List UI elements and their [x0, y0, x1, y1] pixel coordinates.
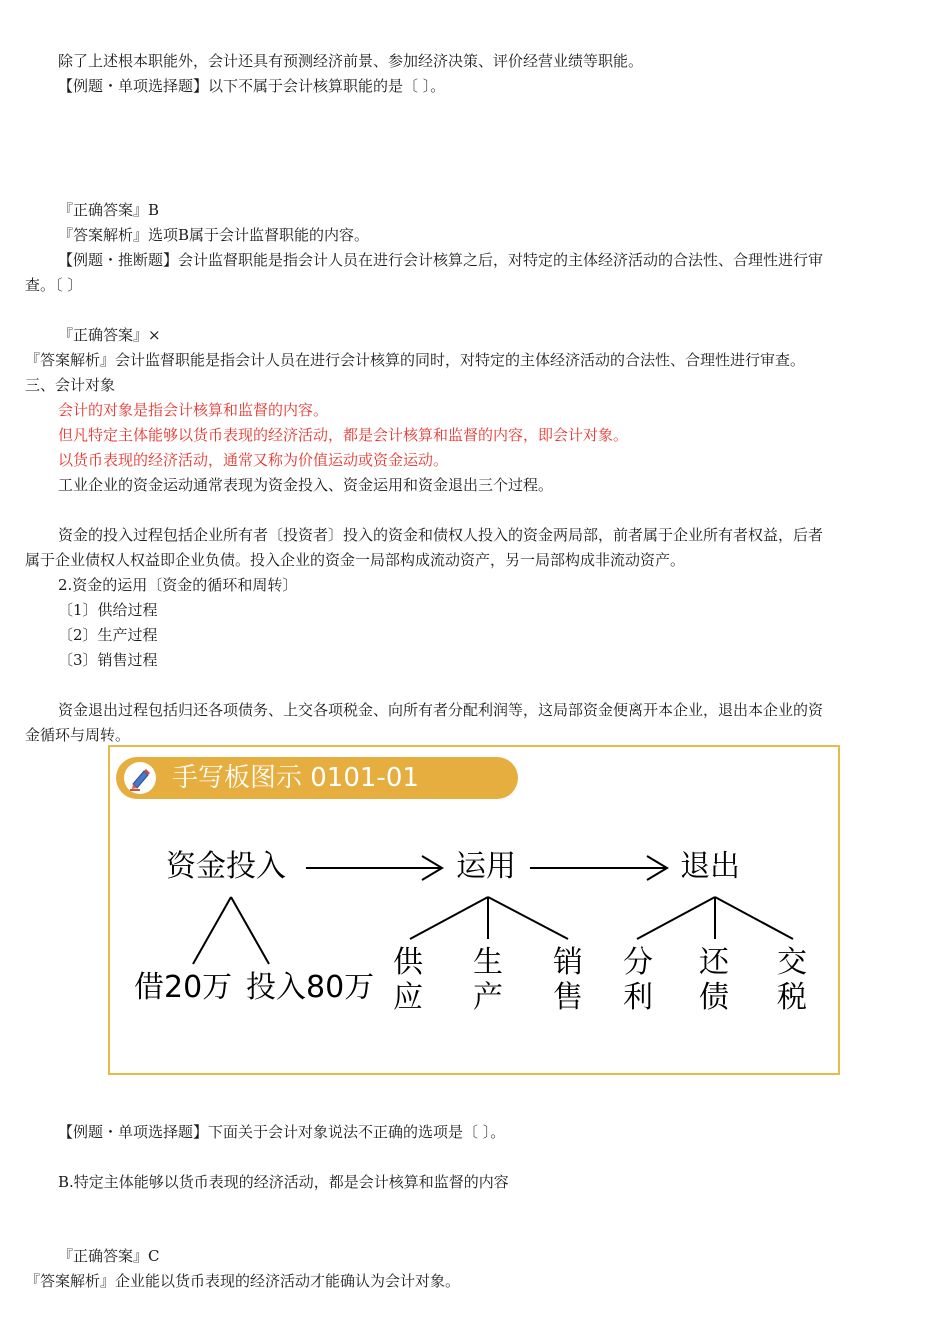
branch-line	[488, 897, 568, 939]
paragraph: 除了上述根本职能外，会计还具有预测经济前景、参加经济决策、评价经营业绩等职能。	[58, 52, 644, 70]
paragraph-continuation: 金循环与周转。	[25, 726, 131, 744]
handwriting-diagram	[108, 745, 840, 1075]
correct-answer: 『正确答案』C	[58, 1247, 160, 1265]
highlight-text: 以货币表现的经济活动，通常又称为价值运动或资金运动。	[58, 451, 449, 469]
example-question: 【例题・单项选择题】以下不属于会计核算职能的是〔 〕。	[58, 77, 446, 95]
answer-explanation: 『答案解析』选项B属于会计监督职能的内容。	[58, 226, 370, 244]
node-produce: 生 产	[473, 945, 503, 1015]
branch-line	[410, 897, 488, 939]
node-supply: 供 应	[393, 945, 423, 1015]
example-question: 【例题・推断题】会计监督职能是指会计人员在进行会计核算之后，对特定的主体经济活动的合法性、合理性进行审	[58, 251, 824, 269]
paragraph: 资金的投入过程包括企业所有者〔投资者〕投入的资金和债权人投入的资金两局部，前者属于企业所有者权益，后者	[58, 526, 824, 544]
paragraph-continuation: 属于企业债权人权益即企业负债。投入企业的资金一局部构成流动资产，另一局部构成非流动资产。	[25, 551, 686, 569]
node-sell: 销 售	[553, 945, 583, 1015]
paragraph: 资金退出过程包括归还各项债务、上交各项税金、向所有者分配利润等，这局部资金便离开本企业，退出本企业的资	[58, 701, 824, 719]
node-invest-in: 投入80万	[246, 970, 375, 1005]
correct-answer: 『正确答案』B	[58, 201, 160, 219]
node-investment: 资金投入	[166, 849, 286, 884]
list-item: 〔2〕生产过程	[58, 626, 158, 644]
node-distribute: 分 利	[623, 945, 653, 1015]
diagram-title: 手写板图示 0101-01	[172, 763, 419, 793]
branch-line	[231, 897, 269, 964]
list-item: 〔3〕销售过程	[58, 651, 158, 669]
paragraph-continuation: 查。〔 〕	[25, 276, 83, 294]
node-tax: 交 税	[777, 945, 807, 1015]
diagram-lines	[110, 747, 842, 1077]
list-item: 〔1〕供给过程	[58, 601, 158, 619]
branch-line	[715, 897, 793, 939]
paragraph: 工业企业的资金运动通常表现为资金投入、资金运用和资金退出三个过程。	[58, 476, 554, 494]
branch-line	[637, 897, 715, 939]
branch-line	[193, 897, 231, 964]
example-question: 【例题・单项选择题】下面关于会计对象说法不正确的选项是〔 〕。	[58, 1123, 506, 1141]
answer-explanation: 『答案解析』会计监督职能是指会计人员在进行会计核算的同时，对特定的主体经济活动的合法性、合理性进行审查。	[25, 351, 806, 369]
correct-answer: 『正确答案』×	[58, 326, 161, 344]
highlight-text: 但凡特定主体能够以货币表现的经济活动，都是会计核算和监督的内容，即会计对象。	[58, 426, 629, 444]
node-exit: 退出	[680, 849, 740, 884]
node-repay: 还 债	[699, 945, 729, 1015]
highlight-text: 会计的对象是指会计核算和监督的内容。	[58, 401, 329, 419]
node-borrow: 借20万	[134, 970, 233, 1005]
subheading: 2.资金的运用〔资金的循环和周转〕	[58, 576, 298, 594]
answer-explanation: 『答案解析』企业能以货币表现的经济活动才能确认为会计对象。	[25, 1272, 461, 1290]
answer-option: B.特定主体能够以货币表现的经济活动，都是会计核算和监督的内容	[58, 1173, 509, 1191]
section-heading: 三、会计对象	[25, 376, 116, 394]
node-usage: 运用	[456, 849, 516, 884]
